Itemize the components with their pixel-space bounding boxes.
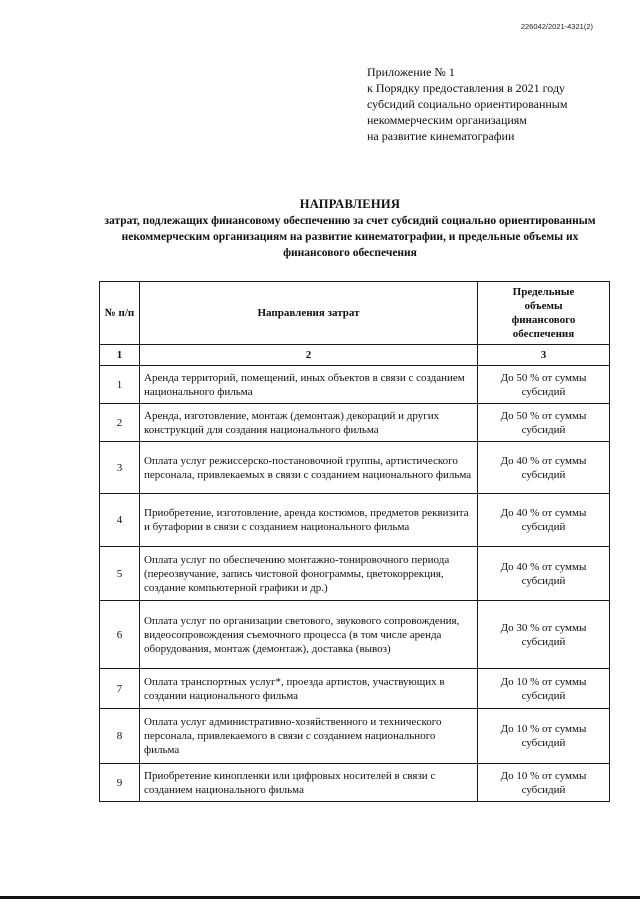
- header-direction: Направления затрат: [140, 282, 478, 345]
- row-direction: Приобретение кинопленки или цифровых носителей в связи с созданием национального фильма: [140, 764, 478, 802]
- row-number: 7: [100, 669, 140, 709]
- index-cell: 3: [478, 345, 610, 366]
- row-number: 4: [100, 494, 140, 547]
- table-row: [100, 547, 610, 601]
- row-limit: До 10 % от суммы субсидий: [478, 709, 610, 764]
- row-number: 9: [100, 764, 140, 802]
- document-subtitle: затрат, подлежащих финансовому обеспечению за счет субсидий социально ориентированным некоммерческим организациям на развитие кинематографии, и предельные объемы их финансового обеспечения: [104, 215, 596, 259]
- row-direction: Оплата транспортных услуг*, проезда артистов, участвующих в создании национального фильма: [140, 669, 478, 709]
- table-row: [100, 709, 610, 764]
- table-row: [100, 442, 610, 494]
- row-limit: До 40 % от суммы субсидий: [478, 547, 610, 601]
- row-direction: Аренда, изготовление, монтаж (демонтаж) декораций и других конструкций для создания национального фильма: [140, 404, 478, 442]
- row-limit: До 10 % от суммы субсидий: [478, 764, 610, 802]
- table-row: [100, 366, 610, 404]
- table-header-row: [100, 282, 610, 345]
- row-number: 2: [100, 404, 140, 442]
- row-direction: Аренда территорий, помещений, иных объектов в связи с созданием национального фильма: [140, 366, 478, 404]
- row-number: 6: [100, 601, 140, 669]
- table-row: [100, 669, 610, 709]
- index-cell: 1: [100, 345, 140, 366]
- appendix-line: Приложение № 1: [367, 65, 455, 79]
- index-cell: 2: [140, 345, 478, 366]
- document-heading: [100, 196, 600, 261]
- appendix-block: [367, 64, 567, 144]
- table-index-row: [100, 345, 610, 366]
- appendix-line: некоммерческим организациям: [367, 113, 527, 127]
- table-row: [100, 404, 610, 442]
- row-direction: Оплата услуг административно-хозяйственного и технического персонала, привлекаемого в связи с созданием национального фильма: [140, 709, 478, 764]
- appendix-line: субсидий социально ориентированным: [367, 97, 568, 111]
- row-direction: Приобретение, изготовление, аренда костюмов, предметов реквизита и бутафории в связи с созданием национального фильма: [140, 494, 478, 547]
- row-direction: Оплата услуг по обеспечению монтажно-тонировочного периода (переозвучание, запись чистовой фонограммы, цветокоррекция, создание компьютерной графики и др.): [140, 547, 478, 601]
- row-number: 5: [100, 547, 140, 601]
- header-limit: Предельные объемы финансового обеспечения: [478, 282, 610, 345]
- scan-edge-divider: [0, 896, 640, 899]
- table-row: [100, 764, 610, 802]
- header-number: № п/п: [100, 282, 140, 345]
- row-limit: До 40 % от суммы субсидий: [478, 442, 610, 494]
- row-limit: До 50 % от суммы субсидий: [478, 366, 610, 404]
- row-limit: До 10 % от суммы субсидий: [478, 669, 610, 709]
- appendix-line: к Порядку предоставления в 2021 году: [367, 81, 566, 95]
- document-id: 226042/2021-4321(2): [520, 22, 593, 31]
- row-number: 8: [100, 709, 140, 764]
- row-number: 3: [100, 442, 140, 494]
- document-title: НАПРАВЛЕНИЯ: [299, 197, 401, 211]
- appendix-line: на развитие кинематографии: [367, 129, 515, 143]
- row-limit: До 30 % от суммы субсидий: [478, 601, 610, 669]
- table-row: [100, 494, 610, 547]
- row-limit: До 50 % от суммы субсидий: [478, 404, 610, 442]
- cost-directions-table: [99, 281, 610, 802]
- row-limit: До 40 % от суммы субсидий: [478, 494, 610, 547]
- row-direction: Оплата услуг режиссерско-постановочной группы, артистического персонала, привлекаемых в связи с созданием национального фильма: [140, 442, 478, 494]
- table-row: [100, 601, 610, 669]
- row-direction: Оплата услуг по организации светового, звукового сопровождения, видеосопровождения съемочного процесса (в том числе аренда оборудования, монтаж (демонтаж), доставка (вывоз): [140, 601, 478, 669]
- row-number: 1: [100, 366, 140, 404]
